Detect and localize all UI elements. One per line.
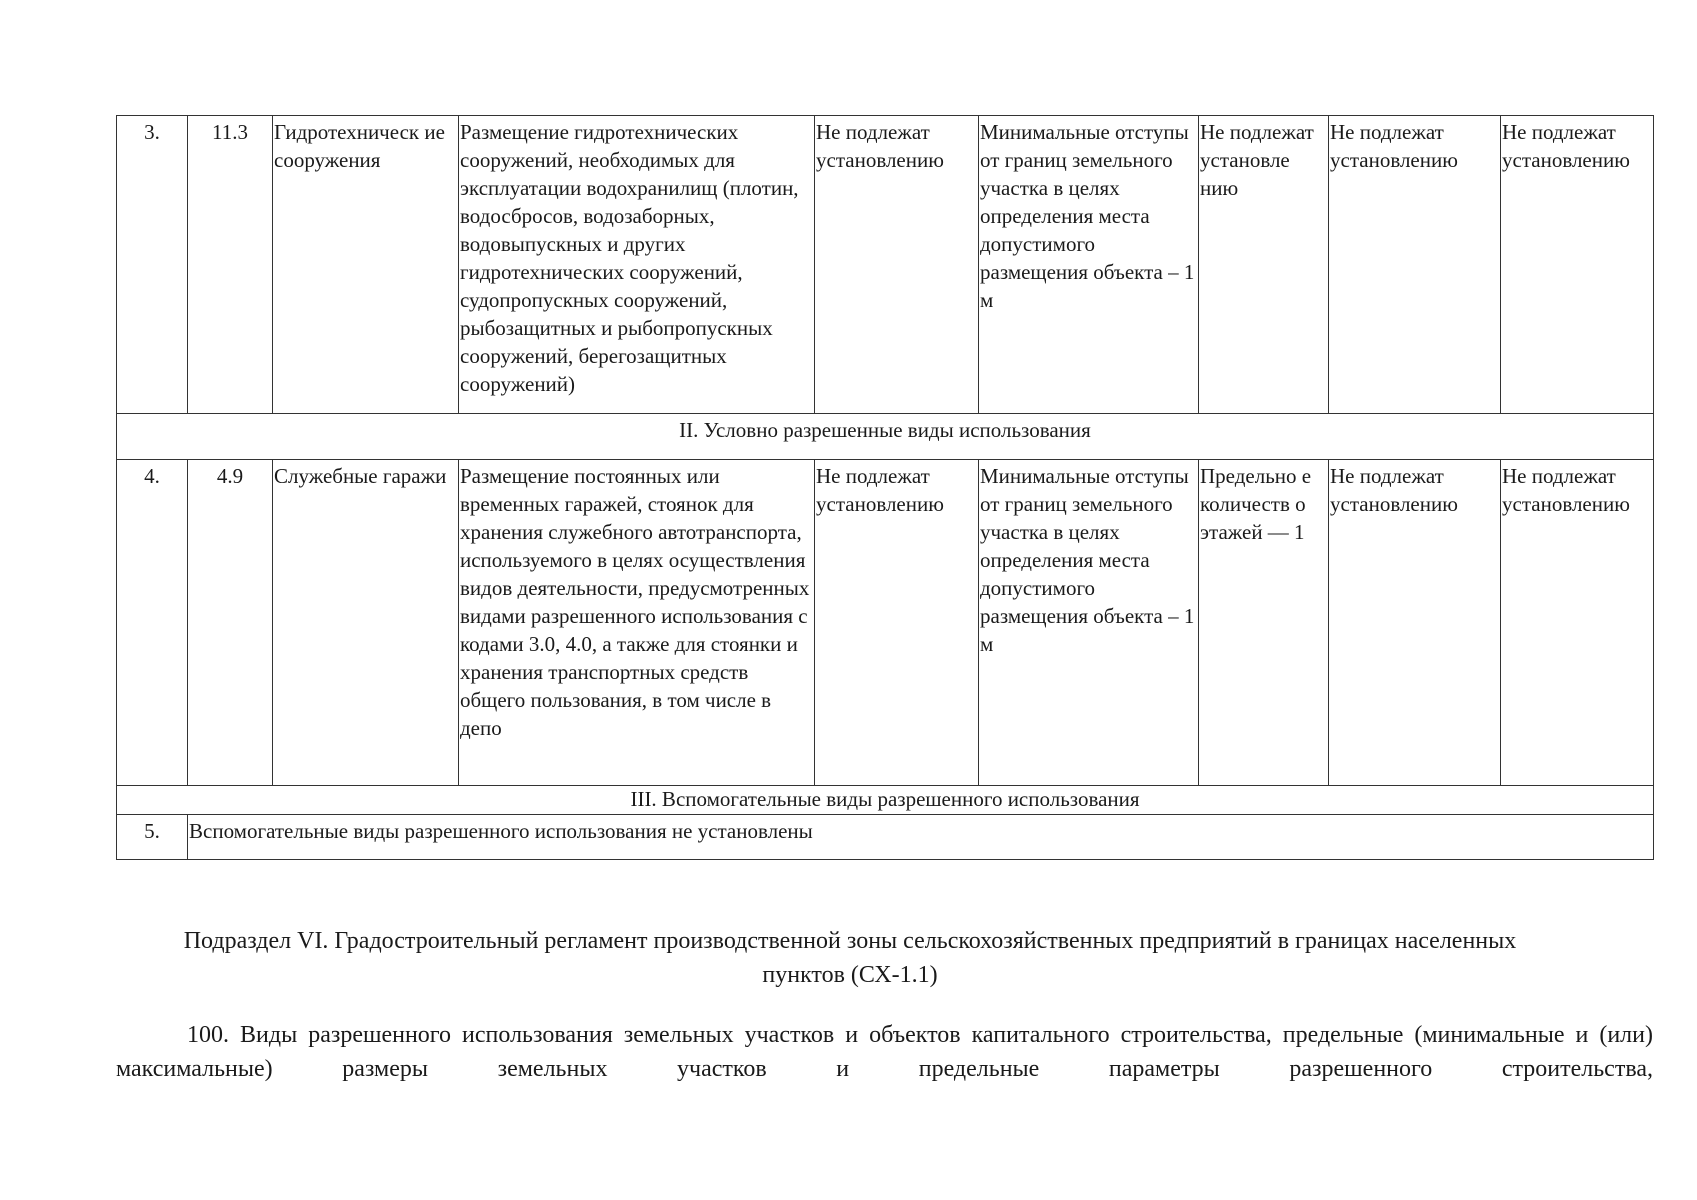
- regulation-table: [116, 115, 1654, 860]
- plot-size-cell: Не подлежат установлению: [815, 460, 979, 786]
- row-number: 3.: [117, 116, 188, 414]
- other-params-cell: Не подлежат установлению: [1501, 460, 1654, 786]
- use-name: Гидротехническ ие сооружения: [273, 116, 459, 414]
- floors-cell: Не подлежат установле нию: [1199, 116, 1329, 414]
- use-description: Размещение гидротехнических сооружений, необходимых для эксплуатации водохранилищ (плотин, водосбросов, водозаборных, водовыпускных и других гидротехнических сооружений, судопропускных сооружений, рыбозащитных и рыбопропускных сооружений, берегозащитных сооружений): [459, 116, 815, 414]
- floors-cell: Предельно е количеств о этажей — 1: [1199, 460, 1329, 786]
- use-name: Служебные гаражи: [273, 460, 459, 786]
- other-params-cell: Не подлежат установлению: [1501, 116, 1654, 414]
- setback-cell: Минимальные отступы от границ земельного участка в целях определения места допустимого размещения объекта – 1 м: [979, 116, 1199, 414]
- section-heading-auxiliary: III. Вспомогательные виды разрешенного использования: [117, 786, 1654, 815]
- body-paragraph: 100. Виды разрешенного использования земельных участков и объектов капитального строительства, предельные (минимальные и (или) максимальные) размеры земельных участков и предельные параметры разрешенного строительства,: [116, 1022, 1653, 1082]
- section-row: [117, 414, 1654, 460]
- coverage-cell: Не подлежат установлению: [1329, 116, 1501, 414]
- table-row: [117, 116, 1654, 414]
- section-heading-conditional: II. Условно разрешенные виды использования: [117, 414, 1654, 460]
- use-description: Размещение постоянных или временных гаражей, стоянок для хранения служебного автотранспорта, используемого в целях осуществления видов деятельности, предусмотренных видами разрешенного использования с кодами 3.0, 4.0, а также для стоянки и хранения транспортных средств общего пользования, в том числе в депо: [459, 460, 815, 786]
- plot-size-cell: Не подлежат установлению: [815, 116, 979, 414]
- row-number: 4.: [117, 460, 188, 786]
- row-number: 5.: [117, 815, 188, 860]
- setback-cell: Минимальные отступы от границ земельного участка в целях определения места допустимого размещения объекта – 1 м: [979, 460, 1199, 786]
- table-row: [117, 460, 1654, 786]
- use-code: 4.9: [188, 460, 273, 786]
- auxiliary-uses-text: Вспомогательные виды разрешенного использования не установлены: [188, 815, 1654, 860]
- table-row: [117, 815, 1654, 860]
- use-code: 11.3: [188, 116, 273, 414]
- subsection-heading: Подраздел VI. Градостроительный регламент производственной зоны сельскохозяйственных предприятий в границах населенных пунктов (СХ-1.1): [183, 928, 1517, 988]
- section-row: [117, 786, 1654, 815]
- coverage-cell: Не подлежат установлению: [1329, 460, 1501, 786]
